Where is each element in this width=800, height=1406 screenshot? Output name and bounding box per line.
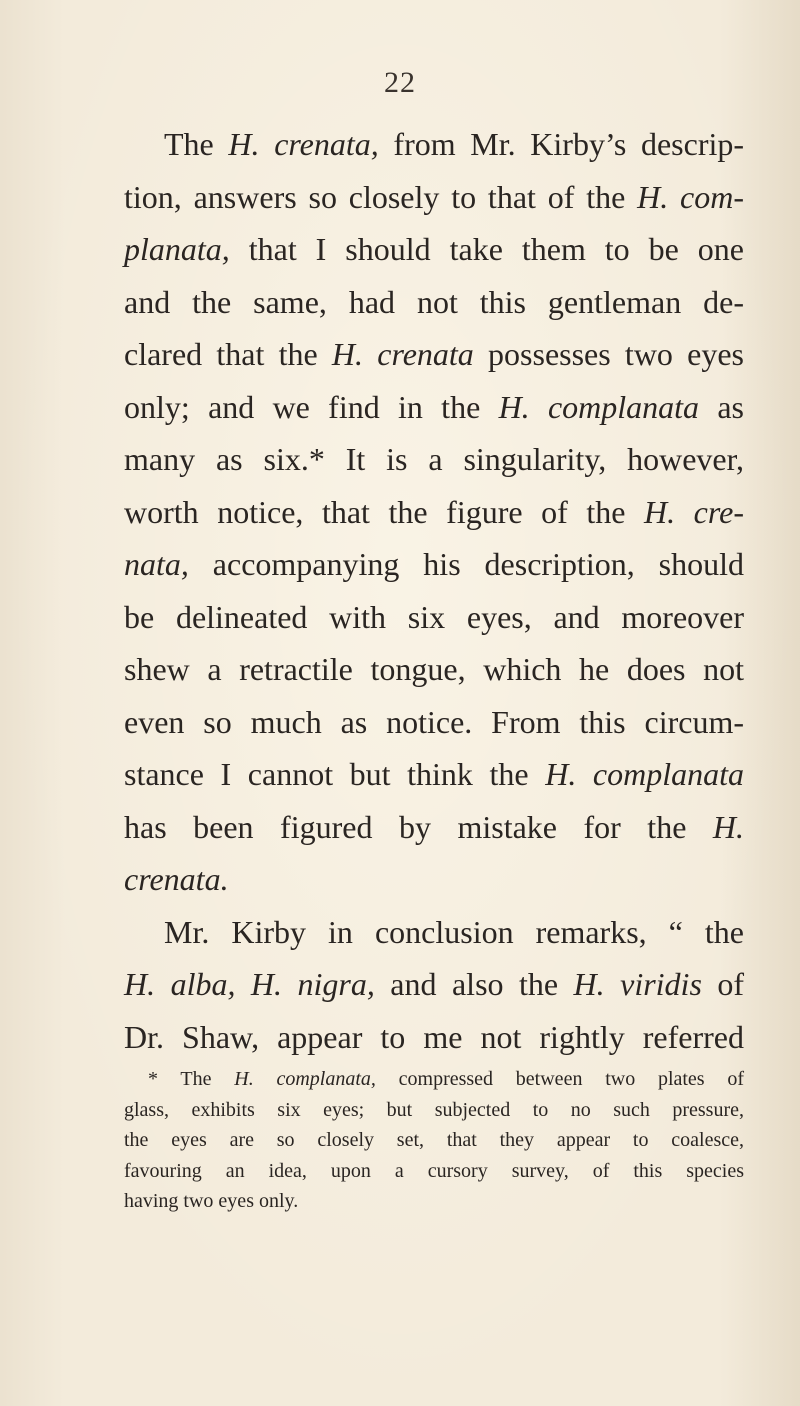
- body-text: [124, 118, 744, 1063]
- text-run: as: [699, 388, 745, 425]
- text-run: of: [701, 966, 745, 1002]
- text-run: stance I cannot but think the: [124, 756, 546, 792]
- text-run: H. viridis: [573, 966, 702, 1002]
- text-line: [124, 1011, 744, 1064]
- text-line: [124, 853, 744, 906]
- text-run: H. cre-: [644, 493, 745, 530]
- text-line: [124, 958, 744, 1011]
- text-line: [124, 538, 744, 591]
- footnote-line: [124, 1095, 744, 1126]
- text-run: many as six.* It is a singularity, however,: [124, 441, 744, 477]
- text-line: [124, 328, 744, 381]
- text-line: [124, 223, 744, 276]
- text-run: and also the: [374, 966, 574, 1002]
- text-run: accompanying his description, should: [188, 546, 744, 582]
- text-run: clared that the: [124, 336, 332, 372]
- footnote-line: [124, 1156, 744, 1187]
- text-line: [124, 801, 744, 854]
- footnote: [124, 1064, 744, 1217]
- text-run: H. crenata: [331, 336, 474, 372]
- text-line: [124, 906, 744, 959]
- page-number: 22: [384, 66, 416, 99]
- text-run: favouring an idea, upon a cursory survey, of this species: [124, 1159, 744, 1182]
- text-run: and the same, had not this gentleman de-: [124, 283, 744, 320]
- text-run: H. complanata: [498, 388, 700, 425]
- text-run: nata,: [124, 546, 189, 582]
- text-run: the eyes are so closely set, that they appear to coalesce,: [124, 1129, 744, 1151]
- text-line: [124, 433, 744, 486]
- text-run: be delineated with six eyes, and moreover: [124, 598, 744, 635]
- text-run: has been figured by mistake for the: [124, 808, 713, 845]
- text-run: H. complanata: [545, 756, 745, 792]
- text-run: Mr. Kirby in conclusion remarks, “ the: [164, 913, 744, 950]
- text-line: [124, 591, 744, 644]
- text-run: * The: [148, 1068, 235, 1090]
- text-run: glass, exhibits six eyes; but subjected to no such pressure,: [124, 1098, 744, 1121]
- text-run: H.: [712, 808, 744, 845]
- text-run: possesses two eyes: [473, 336, 745, 372]
- text-line: [124, 171, 744, 224]
- footnote-line: [124, 1064, 744, 1095]
- text-run: from Mr. Kirby’s descrip-: [378, 126, 745, 162]
- text-line: [124, 643, 744, 696]
- text-run: having two eyes only.: [124, 1190, 299, 1212]
- text-run: H. crenata,: [228, 126, 379, 162]
- text-run: Dr. Shaw, appear to me not rightly referred: [124, 1018, 744, 1055]
- text-run: H. complanata,: [234, 1068, 376, 1090]
- text-run: H. com-: [637, 178, 745, 215]
- text-run: planata,: [124, 231, 230, 267]
- footnote-line: [124, 1125, 744, 1156]
- text-run: shew a retractile tongue, which he does not: [124, 651, 744, 687]
- text-line: [124, 748, 744, 801]
- footnote-line: [124, 1186, 744, 1217]
- text-run: that I should take them to be one: [229, 231, 744, 267]
- text-line: [124, 486, 744, 539]
- text-line: [124, 276, 744, 329]
- text-run: crenata.: [124, 861, 229, 897]
- text-run: The: [164, 126, 229, 162]
- text-run: H. alba, H. nigra,: [124, 966, 375, 1002]
- text-line: [124, 381, 744, 434]
- text-line: [124, 696, 744, 749]
- text-run: compressed between two plates of: [375, 1068, 745, 1090]
- text-run: only; and we find in the: [124, 388, 499, 425]
- text-run: tion, answers so closely to that of the: [124, 178, 638, 215]
- text-line: [124, 118, 744, 171]
- text-run: even so much as notice. From this circum-: [124, 703, 744, 740]
- text-run: worth notice, that the figure of the: [124, 493, 645, 530]
